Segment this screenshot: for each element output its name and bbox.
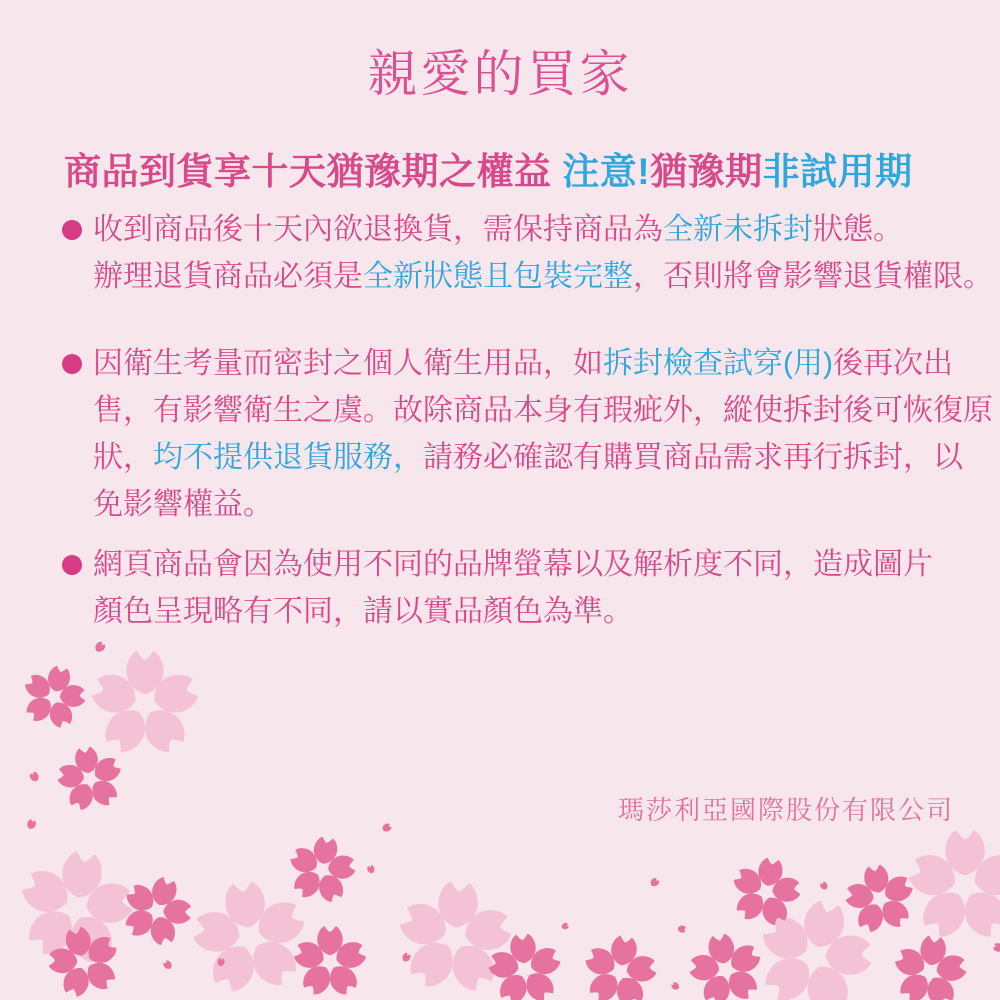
bullet-text (93, 206, 993, 300)
bullet-dot-icon (62, 555, 82, 575)
text-segment: 收到商品後十天內欲退換貨，需保持商品為 (93, 213, 663, 246)
page-title: 親愛的買家 (367, 46, 633, 102)
text-segment: 售，有影響衛生之虞。故除商品本身有瑕疵外，縱使拆封後可恢復原 (93, 394, 993, 427)
notice-bullet-item (62, 206, 993, 300)
sakura-flower (89, 651, 201, 758)
notice-bullet-item (62, 340, 993, 528)
notice-line (93, 481, 952, 528)
text-segment: 拆封檢查試穿(用) (603, 347, 833, 380)
sakura-petal (162, 959, 174, 971)
text-segment: 請務必確認有購買商品需求再行拆封，以 (423, 441, 963, 474)
text-segment: 狀， (93, 441, 153, 474)
notice-line (93, 541, 952, 588)
notice-line (93, 387, 993, 434)
sakura-flower (576, 930, 664, 1000)
sakura-petal (561, 922, 570, 930)
sakura-petal (992, 942, 1000, 953)
text-segment: 均不提供退貨服務， (153, 441, 423, 474)
text-segment: 顏色呈現略有不同，請以實品顏色為準。 (93, 595, 633, 628)
sakura-flower (14, 659, 94, 736)
company-name: 瑪莎利亞國際股份有限公司 (617, 795, 954, 825)
sakura-petal (28, 770, 40, 783)
sakura-flower (887, 931, 973, 1000)
sakura-petal (670, 981, 681, 992)
heading-segment: 非試用期 (762, 151, 913, 192)
sakura-flower (681, 927, 771, 1000)
notice-heading (64, 141, 913, 195)
notice-line (93, 434, 963, 481)
sakura-petal (26, 818, 37, 830)
text-segment: 免影響權益。 (93, 488, 273, 521)
sakura-flower (51, 742, 129, 817)
notice-list (62, 206, 993, 635)
sakura-petal (401, 952, 412, 964)
text-segment: 辦理退貨商品必須是 (93, 260, 363, 293)
sakura-flower (906, 830, 1000, 943)
text-segment: 全新狀態且包裝完整 (363, 260, 633, 293)
text-segment: 後再次出 (832, 347, 953, 380)
sakura-petal (677, 925, 686, 933)
notice-line (93, 588, 952, 635)
text-segment: 網頁商品會因為使用不同的品牌螢幕以及解析度不同，造成圖片 (93, 548, 933, 581)
sakura-flower (8, 843, 145, 975)
text-segment: 因衛生考量而密封之個人衛生用品，如 (93, 347, 603, 380)
notice-bullet-item (62, 541, 952, 635)
notice-line (93, 206, 952, 253)
sakura-petal (381, 822, 393, 833)
bullet-dot-icon (62, 354, 82, 374)
notice-line (93, 340, 952, 387)
heading-segment: 商品到貨享十天猶豫期之權益 (64, 151, 563, 192)
sakura-flower (282, 831, 362, 909)
sakura-petal (366, 864, 375, 874)
heading-segment: 猶豫期 (650, 151, 763, 192)
sakura-petal (649, 876, 661, 888)
sakura-flower (391, 877, 519, 1000)
sakura-petal (819, 881, 829, 892)
bullet-text (93, 541, 952, 635)
sakura-petal (93, 640, 107, 654)
sakura-flower (183, 874, 316, 1000)
sakura-flower (839, 859, 922, 939)
text-segment: 全新未拆封 (663, 213, 813, 246)
bullet-dot-icon (62, 220, 82, 240)
heading-segment: 注意! (562, 151, 651, 192)
text-segment: ，否則將會影響退貨權限。 (633, 260, 993, 293)
sakura-flower (292, 926, 368, 999)
bullet-text (93, 340, 993, 528)
text-segment: 狀態。 (813, 213, 903, 246)
notice-line (93, 253, 993, 300)
